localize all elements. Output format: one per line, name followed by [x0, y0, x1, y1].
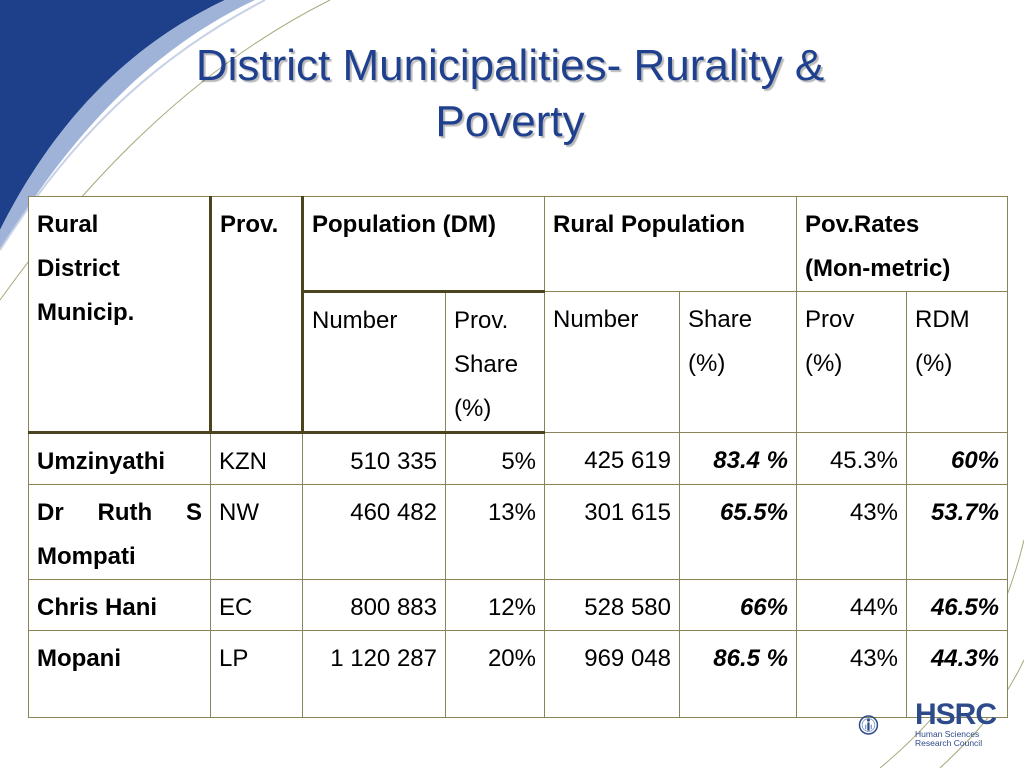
cell-name: Umzinyathi: [29, 433, 211, 485]
header-prov: Prov.: [211, 197, 303, 433]
header-text: Prov: [805, 306, 855, 333]
logo-subtitle-2: Research Council: [915, 738, 983, 748]
header-text: (%): [688, 350, 726, 377]
slide-title-line-1: District Municipalities- Rurality &: [195, 41, 825, 90]
header-rural-district-municip: [29, 197, 211, 433]
header-text: Share: [688, 306, 753, 333]
cell-pop-share: 13%: [446, 485, 545, 580]
cell-prov: KZN: [211, 433, 303, 485]
table-row: [29, 580, 1008, 631]
cell-pop-number: 510 335: [303, 433, 446, 485]
subheader-pop-number: Number: [303, 292, 446, 433]
cell-rural-share: 83.4 %: [680, 433, 797, 485]
header-text: Share: [454, 351, 519, 378]
header-population: Population (DM): [303, 197, 545, 292]
cell-pov-prov: 45.3%: [797, 433, 907, 485]
header-text: Municip.: [37, 299, 135, 326]
logo-name: HSRC: [915, 698, 997, 731]
cell-rural-number: 969 048: [545, 631, 680, 718]
cell-rural-number: 528 580: [545, 580, 680, 631]
header-rural-population: Rural Population: [545, 197, 797, 292]
table-row: [29, 485, 1008, 580]
cell-rural-share: 86.5 %: [680, 631, 797, 718]
table-row: [29, 433, 1008, 485]
cell-prov: EC: [211, 580, 303, 631]
hsrc-logo-mark-icon: [858, 697, 914, 753]
cell-pov-rdm: 60%: [907, 433, 1008, 485]
cell-pov-prov: 43%: [797, 485, 907, 580]
header-text: Prov.: [454, 307, 509, 334]
slide-title: [80, 38, 940, 150]
subheader-pov-rdm: [907, 292, 1008, 433]
slide-title-line-2: Poverty: [435, 97, 585, 146]
cell-rural-number: 425 619: [545, 433, 680, 485]
cell-rural-number: 301 615: [545, 485, 680, 580]
cell-name: Mopani: [29, 631, 211, 718]
rurality-poverty-table: [28, 196, 1008, 718]
cell-pop-number: 800 883: [303, 580, 446, 631]
cell-pov-rdm: 53.7%: [907, 485, 1008, 580]
logo-subtitle-1: Human Sciences: [915, 729, 980, 739]
cell-pov-prov: 43%: [797, 631, 907, 718]
cell-pop-number: 460 482: [303, 485, 446, 580]
subheader-rural-share: [680, 292, 797, 433]
hsrc-logo: [915, 700, 996, 748]
header-pov-rates: [797, 197, 1008, 292]
subheader-pop-share: [446, 292, 545, 433]
header-text: (Mon-metric): [805, 255, 951, 282]
header-text: District: [37, 255, 120, 282]
cell-pov-rdm: 46.5%: [907, 580, 1008, 631]
cell-pop-share: 5%: [446, 433, 545, 485]
cell-name: Dr Ruth S Mompati: [29, 485, 211, 580]
header-text: Rural: [37, 211, 99, 238]
header-text: Pov.Rates: [805, 211, 920, 238]
header-text: (%): [454, 395, 492, 422]
cell-rural-share: 65.5%: [680, 485, 797, 580]
cell-pov-prov: 44%: [797, 580, 907, 631]
cell-name: Chris Hani: [29, 580, 211, 631]
cell-pov-rdm: 44.3%: [907, 631, 1008, 718]
cell-pop-number: 1 120 287: [303, 631, 446, 718]
subheader-pov-prov: [797, 292, 907, 433]
cell-pop-share: 20%: [446, 631, 545, 718]
header-text: (%): [915, 350, 953, 377]
cell-prov: LP: [211, 631, 303, 718]
cell-prov: NW: [211, 485, 303, 580]
header-text: (%): [805, 350, 843, 377]
subheader-rural-number: Number: [545, 292, 680, 433]
header-text: RDM: [915, 306, 970, 333]
table-header-row: [29, 197, 1008, 292]
cell-rural-share: 66%: [680, 580, 797, 631]
cell-pop-share: 12%: [446, 580, 545, 631]
